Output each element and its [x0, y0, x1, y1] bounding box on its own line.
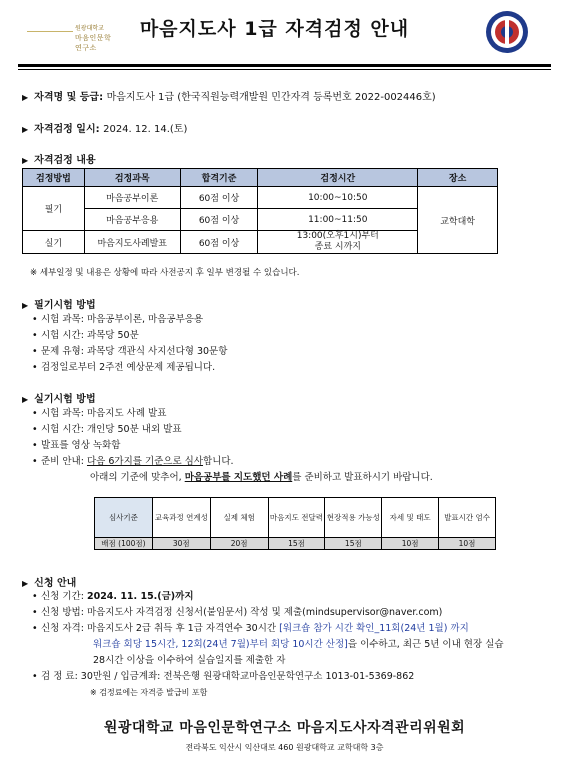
pass-cell: 60점 이상 — [180, 209, 258, 231]
list-item: • 신청 방법: 마음지도사 자격검정 신청서(붙임문서) 작성 및 제출(mindsupervisor@naver.com) — [32, 607, 443, 618]
score-cell: 10점 — [382, 538, 439, 550]
written-exam-heading: ▶ 필기시험 방법 — [22, 300, 96, 311]
schedule-note: ※ 세부일정 및 내용은 상황에 따라 사전공지 후 일부 변경될 수 있습니다. — [30, 268, 300, 278]
exam-content-heading: ▶ 자격검정 내용 — [22, 155, 96, 166]
logo-big-text: 마음인문학연구소 — [75, 34, 112, 52]
list-item: • 문제 유형: 과목당 객관식 사지선다형 30문항 — [32, 346, 228, 357]
criteria-cell: 교육과정 연계성 — [152, 498, 210, 538]
score-cell: 배점 (100점) — [95, 538, 153, 550]
table-header: 검정방법 — [23, 169, 85, 187]
list-item: 28시간 이상을 이수하여 실습일지를 제출한 자 — [93, 655, 286, 666]
time-line-1: 13:00(오후1시)부터 — [296, 231, 379, 241]
table-header: 장소 — [418, 169, 498, 187]
exam-schedule-table — [22, 168, 498, 254]
list-item: • 신청 기간: 2024. 11. 15.(금)까지 — [32, 591, 194, 602]
practical-exam-heading: ▶ 실기시험 방법 — [22, 394, 96, 405]
score-cell: 15점 — [268, 538, 325, 550]
criteria-cell: 실제 체험 — [210, 498, 268, 538]
table-header: 검정시간 — [258, 169, 418, 187]
list-item: • 신청 자격: 마음지도사 2급 취득 후 1급 자격연수 30시간 [워크숍 참가 시간 확인_11회(24년 1월) 까지 — [32, 623, 469, 634]
method-cell: 실기 — [23, 231, 85, 254]
logo-small-text: 원광대학교 — [75, 25, 104, 32]
list-item: • 발표를 영상 녹화함 — [32, 440, 121, 451]
list-item: • 시험 과목: 마음지도 사례 발표 — [32, 408, 167, 419]
subject-cell: 마음지도사례발표 — [84, 231, 180, 254]
list-item: • 검 정 료: 30만원 / 입금계좌: 전북은행 원광대학교마음인문학연구소 1013-01-5369-862 — [32, 671, 415, 682]
place-cell: 교학대학 — [418, 187, 498, 254]
footer-organization: 원광대학교 마음인문학연구소 마음지도사자격관리위원회 — [103, 720, 466, 736]
pass-cell: 60점 이상 — [180, 187, 258, 209]
list-item: • 시험 과목: 마음공부이론, 마음공부응용 — [32, 314, 204, 325]
list-item: • 검정일로부터 2주전 예상문제 제공됩니다. — [32, 362, 216, 373]
method-cell: 필기 — [23, 187, 85, 231]
score-cell: 20점 — [210, 538, 268, 550]
university-emblem-icon — [485, 10, 529, 54]
list-item: ※ 검정료에는 자격증 발급비 포함 — [90, 688, 208, 697]
criteria-cell: 발표시간 엄수 — [439, 498, 496, 538]
qualification-name-row: ▶ 자격명 및 등급: 마음지도사 1급 (한국직원능력개발원 민간자격 등록번호 2022-002446호) — [22, 92, 436, 103]
table-header: 합격기준 — [180, 169, 258, 187]
criteria-cell: 심사기준 — [95, 498, 153, 538]
table-row — [95, 538, 496, 550]
page-title: 마음지도사 1급 자격검정 안내 — [139, 18, 410, 40]
criteria-cell: 자세 및 태도 — [382, 498, 439, 538]
criteria-cell: 마음지도 전달력 — [268, 498, 325, 538]
score-cell: 30점 — [152, 538, 210, 550]
list-item: 워크숍 회당 15시간, 12회(24년 7월)부터 회당 10시간 산정]을 이수하고, 최근 5년 이내 현장 실습 — [93, 639, 504, 650]
written-exam-list — [32, 312, 227, 376]
score-cell: 15점 — [325, 538, 382, 550]
subject-cell: 마음공부응용 — [84, 209, 180, 231]
list-item: 아래의 기준에 맞추어, 마음공부를 지도했던 사례를 준비하고 발표하시기 바랍니다. — [90, 472, 433, 483]
pass-cell: 60점 이상 — [180, 231, 258, 254]
time-cell — [258, 231, 418, 254]
footer-address: 전라북도 익산시 익산대로 460 원광대학교 교학대학 3층 — [185, 743, 384, 752]
table-row — [95, 498, 496, 538]
evaluation-criteria-table — [94, 497, 496, 550]
practical-exam-list — [32, 406, 433, 486]
application-heading: ▶ 신청 안내 — [22, 578, 77, 589]
time-cell: 11:00~11:50 — [258, 209, 418, 231]
score-cell: 10점 — [439, 538, 496, 550]
list-item: • 시험 시간: 개인당 50분 내외 발표 — [32, 424, 182, 435]
criteria-cell: 현장적용 가능성 — [325, 498, 382, 538]
subject-cell: 마음공부이론 — [84, 187, 180, 209]
institute-logo — [27, 15, 115, 52]
table-row — [23, 187, 498, 209]
application-list — [32, 589, 537, 701]
exam-date-row: ▶ 자격검정 일시: 2024. 12. 14.(토) — [22, 124, 188, 135]
list-item: • 시험 시간: 과목당 50분 — [32, 330, 139, 341]
time-line-2: 종료 시까지 — [314, 242, 361, 252]
list-item: • 준비 안내: 다음 6가지를 기준으로 심사합니다. — [32, 456, 234, 467]
time-cell: 10:00~10:50 — [258, 187, 418, 209]
table-header: 검정과목 — [84, 169, 180, 187]
